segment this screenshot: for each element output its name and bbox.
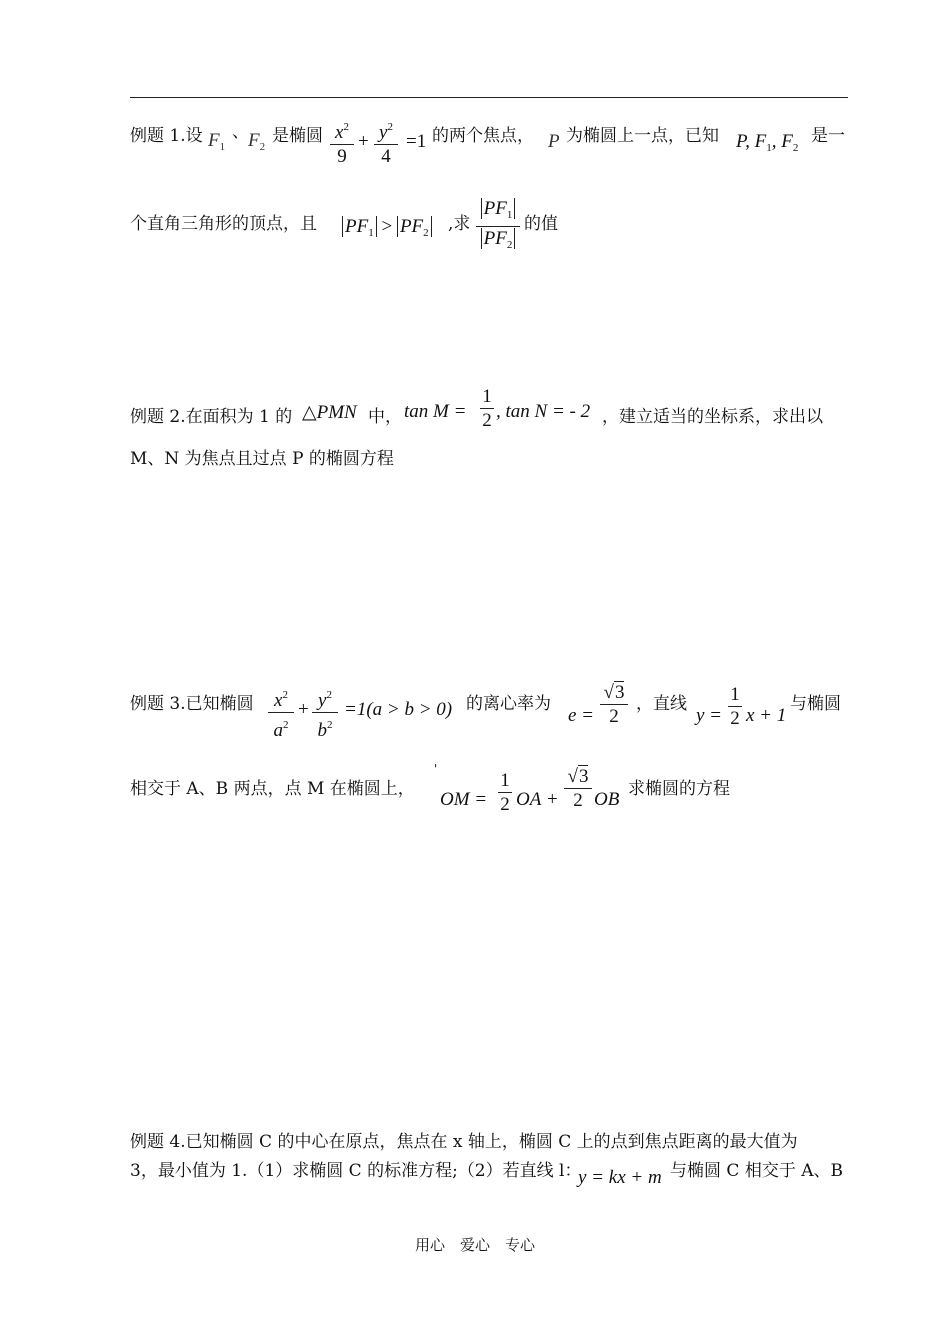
ex3-ecc-text: 的离心率为 [466,694,551,714]
ex3-ob: OB [594,789,620,810]
ex1-eq1: =1 [406,131,427,152]
ex1-line2-a: 个直角三角形的顶点，且 [130,214,317,234]
ex3-line-word: ，直线 [636,694,687,714]
ex2-triangle: △PMN [302,402,357,423]
ex1-ratio: $\frac{PF_1}{PF_2}$ [476,198,520,257]
ex1-tail: 是一 [811,126,845,146]
ex1-line2-c: 的值 [524,214,558,234]
ex3-condition: =1(a > b > 0) [344,699,453,720]
ex1-p: P [548,131,560,152]
header-rule [130,97,848,98]
ex2-intro: 例题 2.在面积为 1 的 [130,407,293,427]
ex3-plus: + [298,699,309,720]
ex3-tail: 与椭圆 [790,694,841,714]
ex1-ellipse-word: 是椭圆 [272,126,323,146]
ex3-half: $\frac{1}{2}$ [728,684,742,731]
ex2-zhong: 中， [368,407,402,427]
ex3-xp1: x + 1 [746,705,787,726]
ex2-tann: , tan N = - 2 [496,401,591,422]
ex3-om-sqrt: $\frac{√3}{2}$ [564,766,592,813]
ex3-intro: 例题 3.已知椭圆 [130,694,254,714]
ex3-frac-x: $\frac{x^2}{a^2}$ [268,684,294,743]
ex4-line2-a: 3，最小值为 1.（1）求椭圆 C 的标准方程;（2）若直线 l： [130,1161,582,1181]
ex3-e: e = [568,705,595,726]
ex3-ecc-value: $\frac{√3}{2}$ [600,682,628,729]
ex1-frac-y: $\frac{y^2}{4}$ [374,116,398,169]
ex3-om: OM = [440,789,488,810]
ex1-point-text: 为椭圆上一点，已知 [566,126,719,146]
ex1-points: P, $F_1$, $F_2$ [736,131,799,154]
ex4-line2-b: 与椭圆 C 相交于 A、B [670,1161,843,1181]
page-footer: 用心 爱心 专心 [414,1236,535,1254]
ex4-equation: y = kx + m [578,1167,662,1188]
ex3-tail2: 求椭圆的方程 [628,779,730,799]
ex3-om-half: $\frac{1}{2}$ [498,770,512,817]
ex1-f2: $F_2$ [248,130,266,153]
ex2-half: $\frac{1}{2}$ [480,386,494,433]
ex1-sep: 、 [232,122,249,142]
ex1-foci-text: 的两个焦点， [432,126,534,146]
ex1-line2-b: ,求 [448,214,471,234]
ex3-comma: ' [434,762,438,776]
ex1-ineq: $PF_1 > PF_2$ [342,216,432,239]
ex2-tanm: tan M = [404,401,467,422]
ex1-frac-x: $\frac{x^2}{9}$ [330,116,354,169]
ex1-intro: 例题 1.设 [130,126,203,146]
ex1-plus: + [358,131,369,152]
ex3-line2: 相交于 A、B 两点，点 M 在椭圆上， [130,779,415,799]
ex3-yeq: y = [696,705,723,726]
ex4-line1: 例题 4.已知椭圆 C 的中心在原点，焦点在 x 轴上，椭圆 C 上的点到焦点距离的最大值为 [130,1132,798,1152]
ex3-oa: OA + [516,789,559,810]
ex2-line2: M、N 为焦点且过点 P 的椭圆方程 [130,449,394,469]
ex2-tail: ，建立适当的坐标系，求出以 [602,407,823,427]
ex1-f1: $F_1$ [208,130,226,153]
ex3-frac-y: $\frac{y^2}{b^2}$ [312,684,338,743]
